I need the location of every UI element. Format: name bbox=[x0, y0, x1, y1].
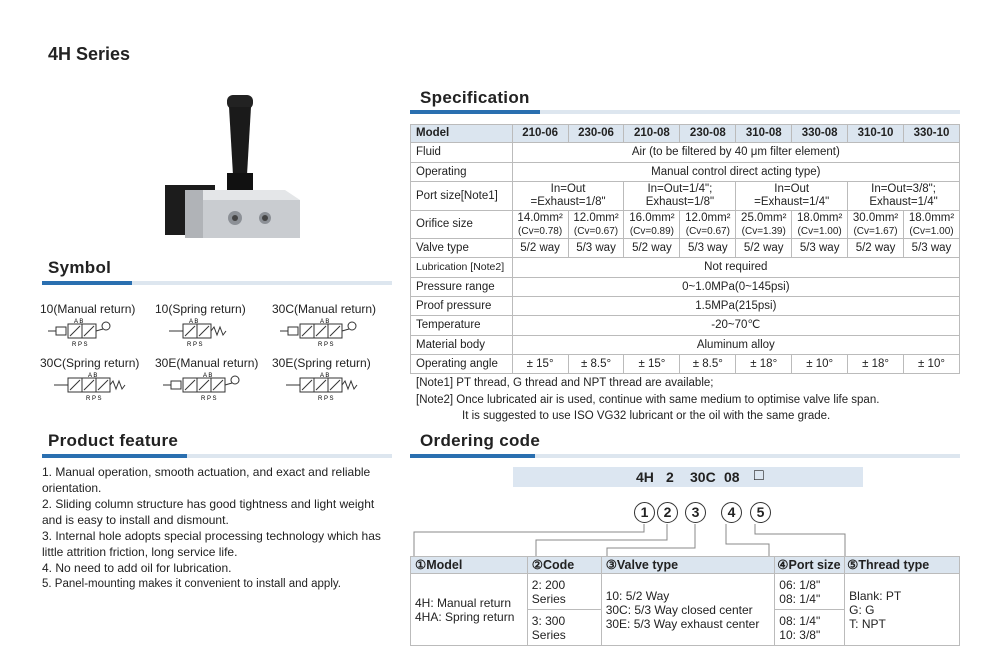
table-cell bbox=[624, 211, 680, 239]
feature-item: 5. Panel-mounting makes it convenient to install and apply. bbox=[42, 578, 341, 590]
table-cell: Valve type bbox=[411, 239, 513, 258]
table-cell: ± 15° bbox=[512, 355, 568, 374]
table-cell bbox=[904, 211, 960, 239]
feature-item: 1. Manual operation, smooth actuation, and exact and reliable orientation. bbox=[42, 465, 371, 495]
ordering-heading: Ordering code bbox=[420, 431, 541, 450]
spec-heading: Specification bbox=[420, 88, 530, 107]
symbol-ports-top: A B bbox=[74, 319, 84, 325]
table-row: ①Model ②Code ③Valve type ④Port size ⑤Thread type bbox=[411, 557, 960, 574]
valve-illustration bbox=[165, 95, 305, 245]
orifice-value: 18.0mm² bbox=[796, 211, 843, 224]
valve-symbol-icon bbox=[161, 370, 271, 404]
table-row: Operating Manual control direct acting type) bbox=[411, 163, 960, 182]
valve-symbol-icon bbox=[46, 316, 156, 350]
note-2: [Note2] Once lubricated air is used, continue with same medium to optimise valve life span. bbox=[416, 393, 880, 406]
table-cell: 230-06 bbox=[568, 125, 624, 143]
feature-heading: Product feature bbox=[48, 431, 179, 450]
table-row: Pressure range 0~1.0MPa(0~145psi) bbox=[411, 278, 960, 297]
table-cell: Operating angle bbox=[411, 355, 513, 374]
cv-value: (Cv=1.00) bbox=[909, 225, 954, 237]
symbol-label: 10(Manual return) bbox=[40, 302, 136, 316]
cv-value: (Cv=1.00) bbox=[797, 225, 842, 237]
cv-value: (Cv=0.89) bbox=[629, 225, 675, 237]
table-cell: 310-08 bbox=[736, 125, 792, 143]
table-row bbox=[411, 355, 960, 374]
table-cell: ± 15° bbox=[624, 355, 680, 374]
valve-symbol bbox=[155, 302, 271, 353]
symbol-ports-bottom: R P S bbox=[86, 396, 102, 402]
symbol-label: 10(Spring return) bbox=[155, 302, 246, 316]
orifice-value: 18.0mm² bbox=[908, 211, 955, 224]
code-part-valve: 30C bbox=[690, 469, 716, 485]
cv-value: (Cv=1.67) bbox=[853, 225, 898, 237]
code-circle-4: 4 bbox=[721, 502, 742, 523]
code-part-model: 4H bbox=[636, 469, 654, 485]
table-row bbox=[411, 239, 960, 258]
table-cell: 210-06 bbox=[512, 125, 568, 143]
table-cell: 5/2 way bbox=[848, 239, 904, 258]
code-circle-2: 2 bbox=[657, 502, 678, 523]
table-cell: ± 10° bbox=[792, 355, 848, 374]
table-cell: 5/3 way bbox=[680, 239, 736, 258]
symbol-label: 30E(Spring return) bbox=[272, 356, 371, 370]
table-cell: 330-10 bbox=[904, 125, 960, 143]
table-cell: 5/3 way bbox=[792, 239, 848, 258]
code-circle-5: 5 bbox=[750, 502, 771, 523]
table-cell: ± 10° bbox=[904, 355, 960, 374]
symbol-heading: Symbol bbox=[48, 258, 112, 277]
note-1: [Note1] PT thread, G thread and NPT thread are available; bbox=[416, 377, 714, 389]
symbol-label: 30C(Manual return) bbox=[272, 302, 377, 316]
valve-symbol bbox=[272, 356, 388, 407]
table-row bbox=[411, 125, 960, 143]
orifice-value: 12.0mm² bbox=[573, 211, 619, 224]
table-cell: 5/3 way bbox=[568, 239, 624, 258]
note-2-cont: It is suggested to use ISO VG32 lubricant or the oil with the same grade. bbox=[462, 410, 831, 422]
code-part-port: 08 bbox=[724, 469, 740, 485]
symbol-ports-bottom: R P S bbox=[187, 342, 203, 348]
symbol-ports-top: A B bbox=[88, 373, 98, 379]
table-cell: 210-08 bbox=[624, 125, 680, 143]
orifice-value: 30.0mm² bbox=[852, 211, 899, 224]
table-cell bbox=[680, 211, 736, 239]
feature-item: 3. Internal hole adopts special processing technology which has little attrition friction, long service life. bbox=[42, 529, 381, 559]
table-cell bbox=[736, 211, 792, 239]
cv-value: (Cv=0.67) bbox=[685, 225, 730, 237]
table-cell: 5/2 way bbox=[736, 239, 792, 258]
valve-symbol-icon bbox=[278, 370, 388, 404]
table-cell: 5/2 way bbox=[624, 239, 680, 258]
symbol-ports-top: A B bbox=[320, 373, 330, 379]
orifice-value: 16.0mm² bbox=[629, 211, 675, 224]
table-cell: ± 18° bbox=[848, 355, 904, 374]
table-cell: ± 18° bbox=[736, 355, 792, 374]
table-cell bbox=[848, 211, 904, 239]
valve-symbol-icon bbox=[278, 316, 388, 350]
orifice-value: 12.0mm² bbox=[685, 211, 731, 224]
code-circle-3: 3 bbox=[685, 502, 706, 523]
valve-symbol-icon bbox=[46, 370, 156, 404]
feature-list bbox=[42, 464, 392, 592]
table-cell: 330-08 bbox=[792, 125, 848, 143]
table-row: Temperature -20~70℃ bbox=[411, 316, 960, 336]
feature-divider bbox=[42, 454, 392, 458]
table-cell bbox=[512, 211, 568, 239]
symbol-label: 30C(Spring return) bbox=[40, 356, 140, 370]
valve-symbol bbox=[155, 356, 271, 407]
cv-value: (Cv=1.39) bbox=[741, 225, 786, 237]
table-cell: ± 8.5° bbox=[568, 355, 624, 374]
symbol-ports-top: A B bbox=[203, 373, 213, 379]
table-row: Lubrication [Note2] Not required bbox=[411, 258, 960, 278]
table-row: Fluid Air (to be filtered by 40 μm filter element) bbox=[411, 143, 960, 163]
orifice-value: 14.0mm² bbox=[517, 211, 563, 224]
table-cell: 5/3 way bbox=[904, 239, 960, 258]
ordering-table bbox=[410, 556, 960, 646]
valve-symbol bbox=[40, 302, 156, 353]
symbol-ports-top: A B bbox=[320, 319, 330, 325]
table-row: 3: 300 Series 08: 1/4" 10: 3/8" bbox=[411, 610, 960, 646]
table-cell: 230-08 bbox=[680, 125, 736, 143]
valve-symbol bbox=[272, 302, 388, 353]
table-cell: ± 8.5° bbox=[680, 355, 736, 374]
symbol-ports-bottom: R P S bbox=[201, 396, 217, 402]
symbol-divider bbox=[42, 281, 392, 285]
spec-notes bbox=[416, 375, 879, 425]
table-cell bbox=[568, 211, 624, 239]
symbol-ports-bottom: R P S bbox=[72, 342, 88, 348]
ordering-divider bbox=[410, 454, 960, 458]
ordering-code-bar bbox=[513, 467, 863, 487]
symbol-label: 30E(Manual return) bbox=[155, 356, 259, 370]
valve-symbol bbox=[40, 356, 156, 407]
spec-divider bbox=[410, 110, 960, 114]
table-cell: 5/2 way bbox=[512, 239, 568, 258]
code-connector-lines bbox=[410, 520, 960, 558]
code-part-thread: □ bbox=[754, 467, 764, 484]
symbol-ports-bottom: R P S bbox=[318, 342, 334, 348]
feature-item: 4. No need to add oil for lubrication. bbox=[42, 561, 232, 575]
product-image bbox=[165, 95, 305, 245]
valve-symbol-icon bbox=[161, 316, 271, 350]
cv-value: (Cv=0.67) bbox=[573, 225, 619, 237]
feature-item: 2. Sliding column structure has good tightness and light weight and is easy to install and dismount. bbox=[42, 497, 375, 527]
spec-table bbox=[410, 124, 960, 374]
table-row: Material body Aluminum alloy bbox=[411, 336, 960, 355]
table-cell: 310-10 bbox=[848, 125, 904, 143]
code-part-code: 2 bbox=[666, 469, 674, 485]
table-row: Proof pressure 1.5MPa(215psi) bbox=[411, 297, 960, 316]
symbol-ports-bottom: R P S bbox=[318, 396, 334, 402]
orifice-value: 25.0mm² bbox=[741, 211, 787, 224]
table-cell: Model bbox=[411, 125, 513, 143]
page-title: 4H Series bbox=[48, 44, 131, 64]
code-circle-1: 1 bbox=[634, 502, 655, 523]
cv-value: (Cv=0.78) bbox=[518, 225, 563, 237]
table-row: Orifice size 14.0mm² (Cv=0.78) 12.0mm² (Cv=0.67) 16.0mm² (Cv=0.89) 12.0mm² (Cv=0.67) 25.0mm² (Cv=1.39) 18.0mm² (Cv=1.00) 30.0mm² (Cv=1.67) 18.0mm² (Cv=1.00) bbox=[411, 211, 960, 239]
table-cell bbox=[792, 211, 848, 239]
table-row: 4H: Manual return 4HA: Spring return 2: 200 Series 10: 5/2 Way 30C: 5/3 Way closed center 30E: 5/3 Way exhaust center 06: 1/8" 08: 1/4" Blank: PT G: G T: NPT bbox=[411, 574, 960, 610]
symbol-ports-top: A B bbox=[189, 319, 199, 325]
table-row: Port size[Note1] In=Out =Exhaust=1/8" In=Out=1/4"; Exhaust=1/8" In=Out =Exhaust=1/4" In=Out=3/8"; Exhaust=1/4" bbox=[411, 182, 960, 211]
